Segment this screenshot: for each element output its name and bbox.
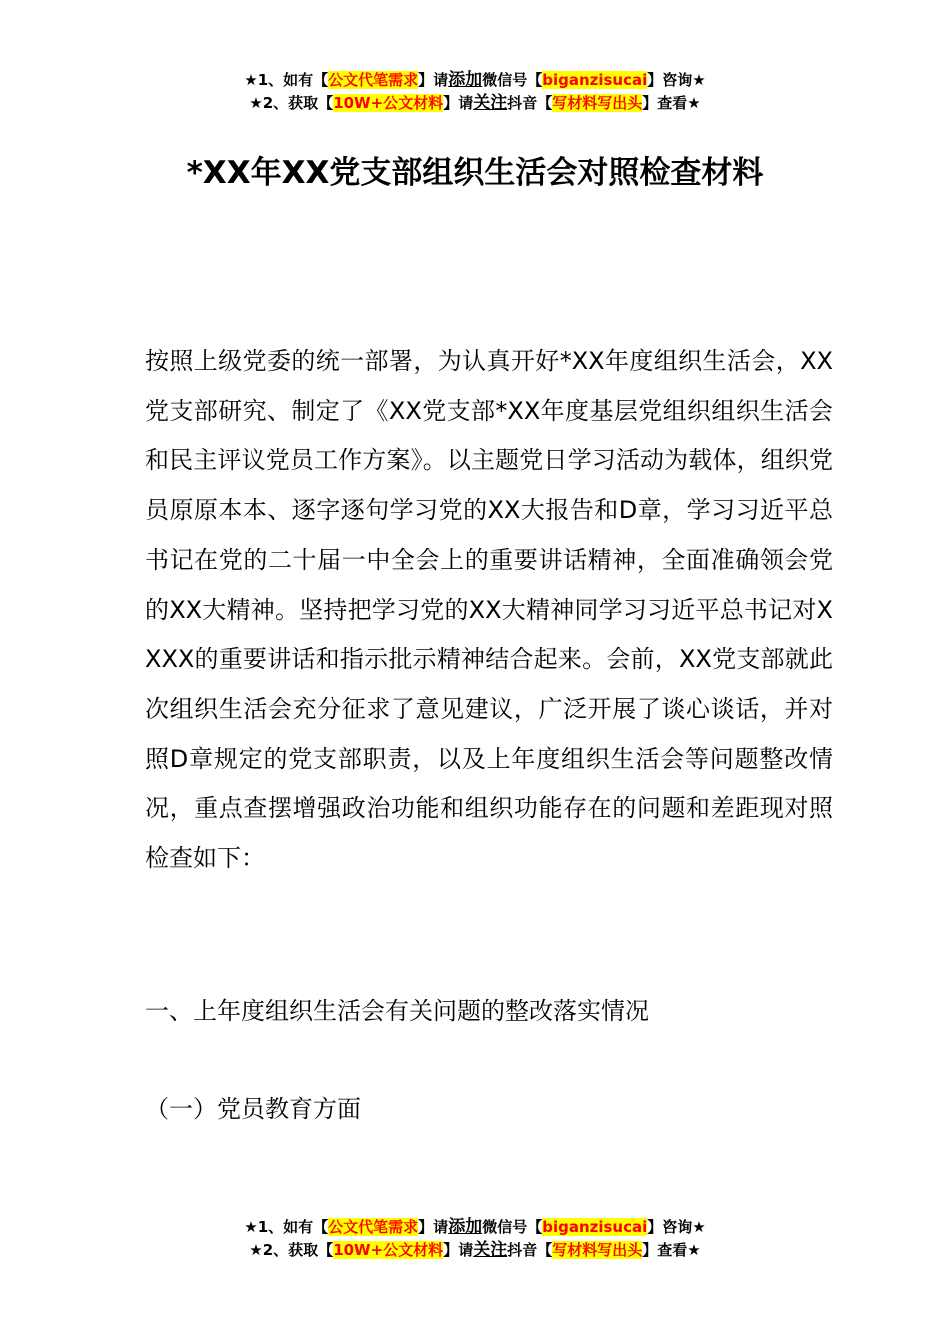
promo-underline: 添加	[448, 1217, 483, 1237]
promo-text: ★2、获取【	[249, 94, 334, 112]
promo-text: 】请	[418, 1218, 449, 1236]
promo-highlight: 10W+公文材料	[333, 94, 444, 112]
promo-highlight: 公文代笔需求	[328, 1218, 419, 1236]
promo-douyin-account: 写材料写出头	[552, 1241, 643, 1259]
promo-text: 抖音【	[507, 1241, 553, 1259]
subsection-heading: （一）党员教育方面	[145, 1095, 361, 1123]
promo-text: 抖音【	[507, 94, 553, 112]
promo-wechat-id: biganzisucai	[542, 1218, 648, 1236]
promo-douyin-account: 写材料写出头	[552, 94, 643, 112]
promo-text: 】请	[443, 94, 474, 112]
promo-text: 】请	[443, 1241, 474, 1259]
section-heading: 一、上年度组织生活会有关问题的整改落实情况	[145, 997, 649, 1025]
promo-text: ★1、如有【	[244, 71, 329, 89]
promo-underline: 关注	[473, 1240, 508, 1260]
promo-text: 微信号【	[482, 1218, 543, 1236]
promo-banner-top	[0, 69, 950, 115]
promo-text: ★1、如有【	[244, 1218, 329, 1236]
promo-line-2	[0, 1239, 950, 1262]
promo-text: 微信号【	[482, 71, 543, 89]
promo-text: 】查看★	[642, 1241, 701, 1259]
promo-line-1	[0, 1216, 950, 1239]
document-body	[145, 337, 833, 884]
promo-banner-bottom	[0, 1216, 950, 1262]
promo-line-2	[0, 92, 950, 115]
promo-wechat-id: biganzisucai	[542, 71, 648, 89]
promo-underline: 添加	[448, 70, 483, 90]
promo-line-1	[0, 69, 950, 92]
promo-highlight: 公文代笔需求	[328, 71, 419, 89]
promo-text: 】咨询★	[647, 71, 706, 89]
promo-underline: 关注	[473, 93, 508, 113]
promo-text: 】咨询★	[647, 1218, 706, 1236]
body-paragraph: 按照上级党委的统一部署，为认真开好*XX年度组织生活会，XX党支部研究、制定了《XX党支部*XX年度基层党组织组织生活会和民主评议党员工作方案》。以主题党日学习活动为载体，组织党员原原本本、逐字逐句学习党的XX大报告和D章，学习习近平总书记在党的二十届一中全会上的重要讲话精神，全面准确领会党的XX大精神。坚持把学习党的XX大精神同学习习近平总书记对XXXX的重要讲话和指示批示精神结合起来。会前，XX党支部就此次组织生活会充分征求了意见建议，广泛开展了谈心谈话，并对照D章规定的党支部职责，以及上年度组织生活会等问题整改情况，重点查摆增强政治功能和组织功能存在的问题和差距现对照检查如下：	[145, 347, 833, 873]
promo-text: 】请	[418, 71, 449, 89]
promo-text: 】查看★	[642, 94, 701, 112]
promo-highlight: 10W+公文材料	[333, 1241, 444, 1259]
document-title: *XX年XX党支部组织生活会对照检查材料	[186, 155, 764, 191]
promo-text: ★2、获取【	[249, 1241, 334, 1259]
